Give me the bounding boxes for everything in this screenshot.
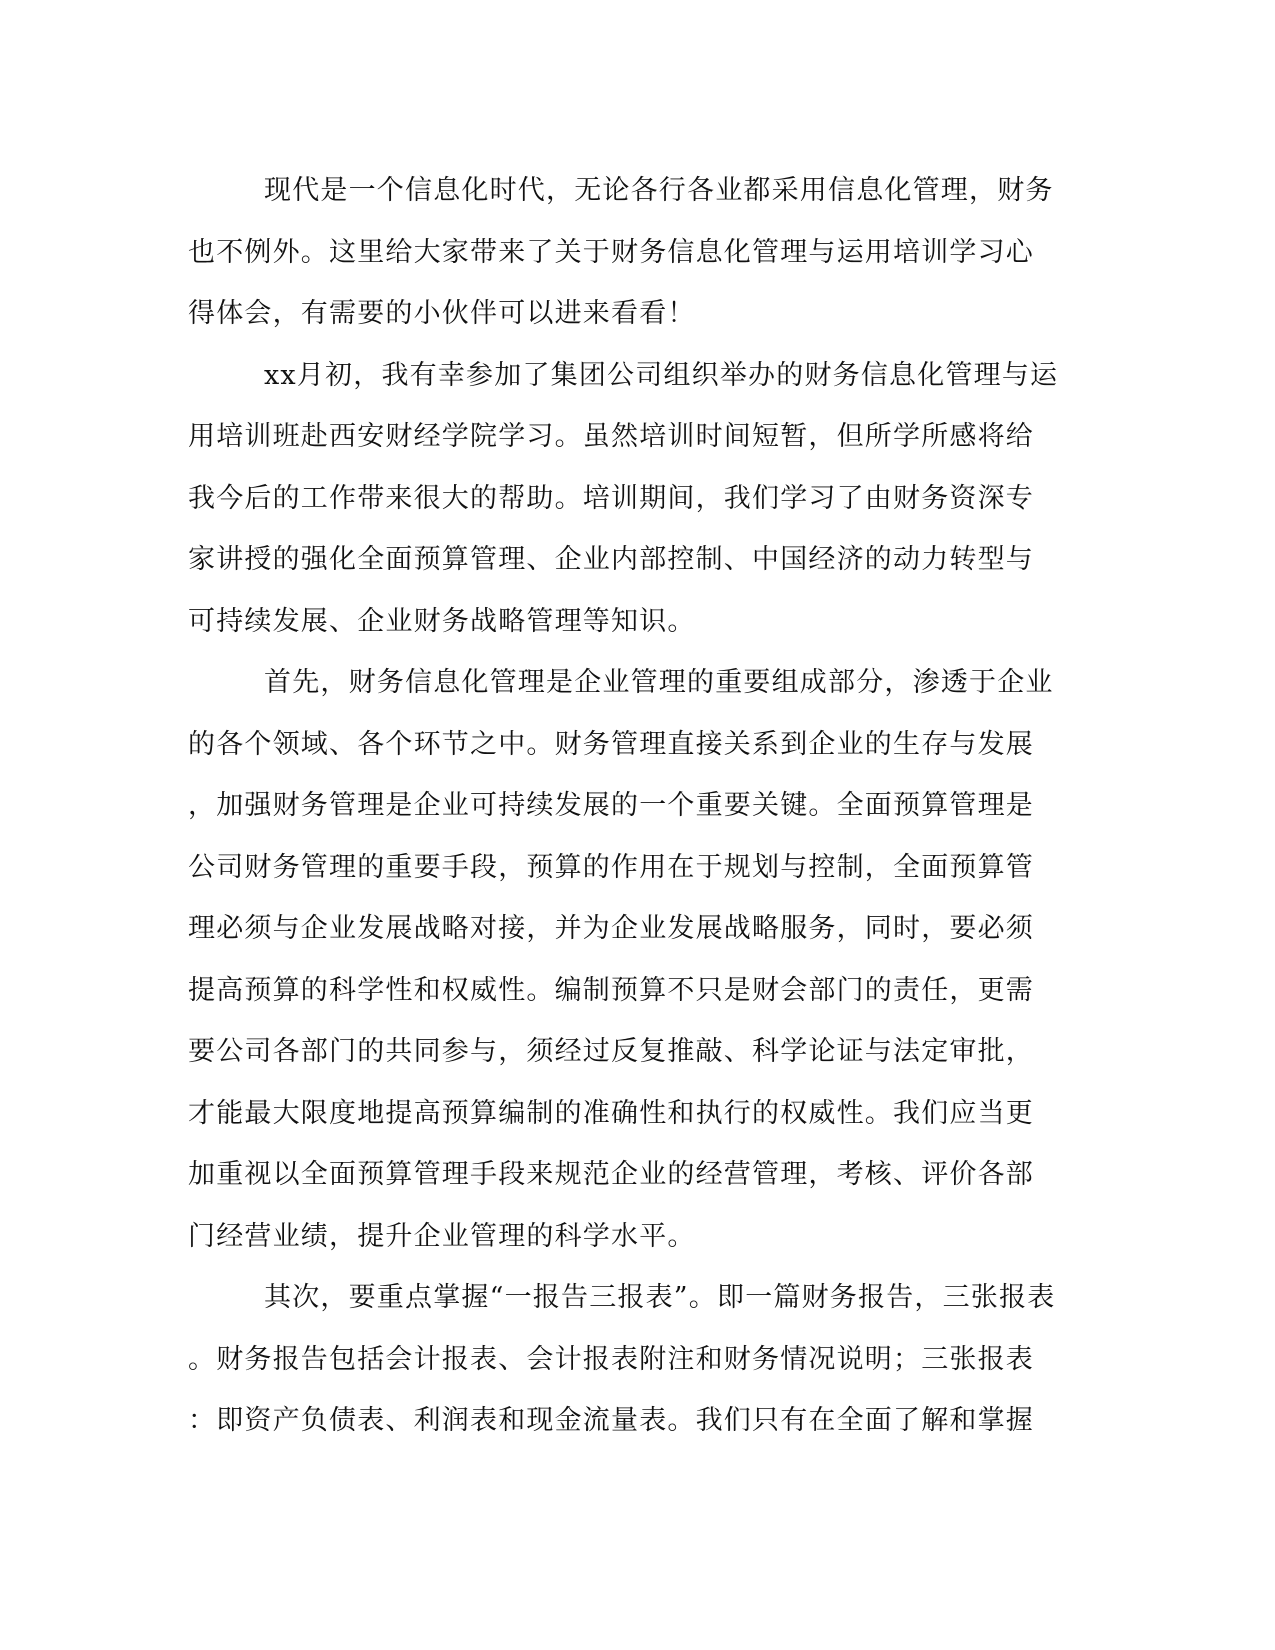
text-line: xx月初，我有幸参加了集团公司组织举办的财务信息化管理与运 — [264, 359, 1059, 391]
text-line: ：即资产负债表、利润表和现金流量表。我们只有在全面了解和掌握 — [188, 1405, 1034, 1436]
document-body — [188, 160, 1088, 1452]
text-line: 的各个领域、各个环节之中。财务管理直接关系到企业的生存与发展 — [188, 728, 1034, 760]
text-line: 现代是一个信息化时代，无论各行各业都采用信息化管理，财务 — [264, 175, 1054, 206]
text-line: 门经营业绩，提升企业管理的科学水平。 — [188, 1220, 696, 1252]
text-line: 首先，财务信息化管理是企业管理的重要组成部分，渗透于企业 — [264, 667, 1054, 698]
text-line: 用培训班赴西安财经学院学习。虽然培训时间短暂，但所学所感将给 — [188, 421, 1034, 452]
text-line: 。财务报告包括会计报表、会计报表附注和财务情况说明；三张报表 — [188, 1343, 1034, 1375]
text-line: 要公司各部门的共同参与，须经过反复推敲、科学论证与法定审批， — [188, 1036, 1034, 1067]
text-line: 家讲授的强化全面预算管理、企业内部控制、中国经济的动力转型与 — [188, 544, 1034, 575]
text-line: 理必须与企业发展战略对接，并为企业发展战略服务，同时，要必须 — [188, 913, 1034, 944]
text-line: 公司财务管理的重要手段，预算的作用在于规划与控制，全面预算管 — [188, 851, 1034, 883]
text-line: 加重视以全面预算管理手段来规范企业的经营管理，考核、评价各部 — [188, 1159, 1034, 1190]
paragraph-training — [188, 345, 1088, 653]
text-line: 可持续发展、企业财务战略管理等知识。 — [188, 605, 696, 637]
paragraph-intro — [188, 160, 1088, 345]
text-line: ，加强财务管理是企业可持续发展的一个重要关键。全面预算管理是 — [188, 790, 1034, 821]
text-line: 我今后的工作带来很大的帮助。培训期间，我们学习了由财务资深专 — [188, 482, 1034, 514]
text-line: 得体会，有需要的小伙伴可以进来看看！ — [188, 298, 696, 329]
text-line: 才能最大限度地提高预算编制的准确性和执行的权威性。我们应当更 — [188, 1097, 1034, 1129]
paragraph-first — [188, 652, 1088, 1267]
text-line: 其次，要重点掌握“一报告三报表”。即一篇财务报告，三张报表 — [264, 1282, 1056, 1313]
paragraph-second — [188, 1267, 1088, 1452]
text-line: 提高预算的科学性和权威性。编制预算不只是财会部门的责任，更需 — [188, 974, 1034, 1006]
text-line: 也不例外。这里给大家带来了关于财务信息化管理与运用培训学习心 — [188, 236, 1034, 268]
